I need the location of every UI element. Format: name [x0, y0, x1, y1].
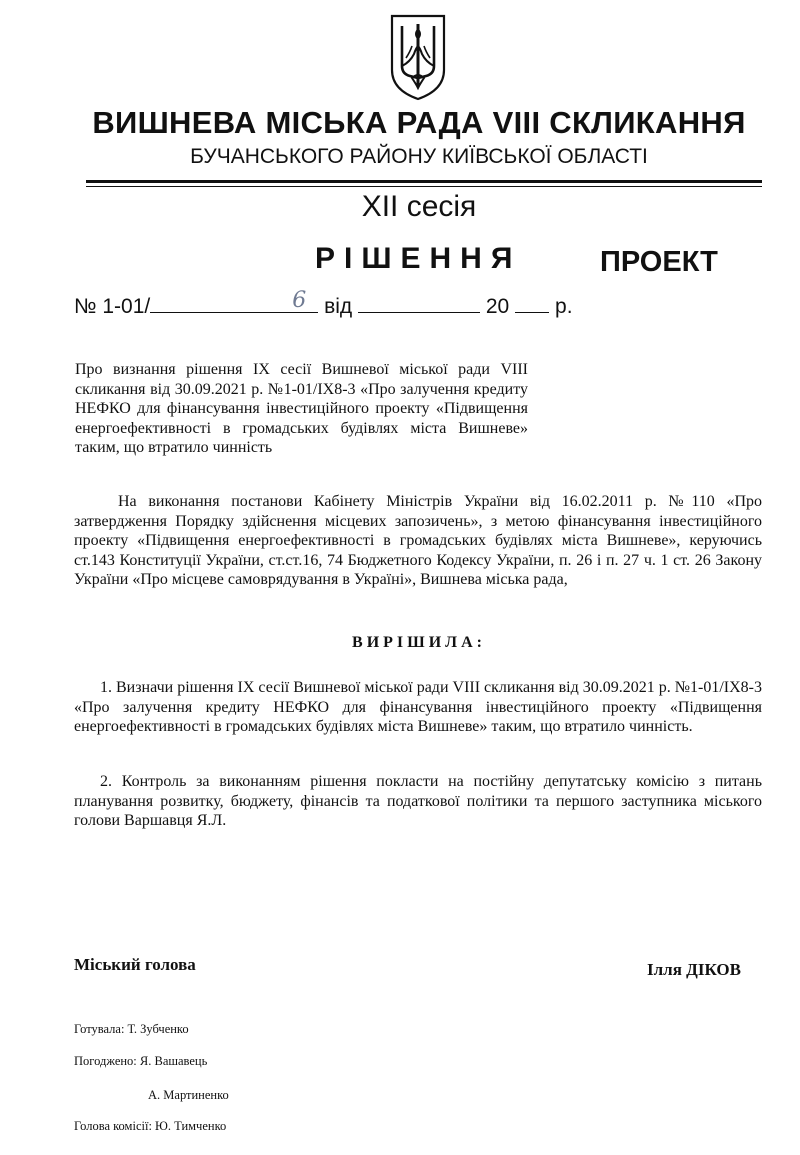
council-name: ВИШНЕВА МІСЬКА РАДА VIII СКЛИКАННЯ: [92, 105, 746, 140]
date-blank: [358, 292, 480, 313]
document-type-title: РІШЕННЯ: [315, 242, 522, 275]
draft-label: ПРОЕКТ: [600, 246, 718, 278]
district-name: БУЧАНСЬКОГО РАЙОНУ КИЇВСЬКОЇ ОБЛАСТІ: [190, 145, 648, 168]
resolved-heading: ВИРІШИЛА:: [352, 634, 486, 651]
resolution-item-1: 1. Визначи рішення IX сесії Вишневої міської ради VIII скликання від 30.09.2021 р. №1-01/IX8-3 «Про залучення кредиту НЕФКО для фінансування інвестиційного проекту «Підвищення енергоефективності в громадських будівлях міста Вишневе» таким, що втратило чинність.: [74, 679, 762, 735]
number-blank: [150, 288, 318, 313]
preamble-paragraph: На виконання постанови Кабінету Міністрів України від 16.02.2011 р. №110 «Про затвердження Порядку здійснення місцевих запозичень», з метою фінансування інвестиційного проекту «Підвищення енергоефективності в громадських будівлях міста Вишневе», керуючись ст.143 Конституції України, ст.ст.16, 74 Бюджетного Кодексу України, п. 26 і п. 27 ч. 1 ст. 26 Закону України «Про місцеве самоврядування в Україні», Вишнева міська рада,: [74, 493, 762, 588]
committee-chair: Голова комісії: Ю. Тимченко: [74, 1119, 227, 1133]
year-blank: [515, 292, 549, 313]
signatory-title: Міський голова: [74, 955, 196, 974]
session-label: XII сесія: [361, 190, 477, 223]
agreed-by-second: А. Мартиненко: [148, 1088, 229, 1102]
year-prefix: 20: [485, 295, 510, 318]
from-label: від: [324, 295, 353, 318]
decision-number-line: [74, 288, 573, 319]
agreed-by: Погоджено: Я. Вашавець: [74, 1054, 208, 1068]
prepared-by: Готувала: Т. Зубченко: [74, 1022, 189, 1036]
resolution-item-2: 2. Контроль за виконанням рішення покласти на постійну депутатську комісію з питань планування розвитку, бюджету, фінансів та податкової політики та першого заступника міського голови Варшавця Я.Л.: [74, 773, 762, 829]
decision-subject: Про визнання рішення IX сесії Вишневої міської ради VIII скликання від 30.09.2021 р. №1-01/IX8-3 «Про залучення кредиту НЕФКО для фінансування інвестиційного проекту «Підвищення енергоефективності в громадських будівлях міста Вишневе» таким, що втратило чинність: [75, 361, 528, 456]
number-prefix: № 1-01/: [74, 295, 151, 318]
signatory-name: Ілля ДІКОВ: [647, 960, 741, 979]
header-divider-thick: [86, 180, 762, 183]
year-suffix: р.: [555, 295, 573, 318]
header-divider-thin: [86, 186, 762, 187]
tryzub-coat-of-arms-icon: [388, 12, 448, 102]
handwritten-number: 6: [292, 288, 307, 313]
